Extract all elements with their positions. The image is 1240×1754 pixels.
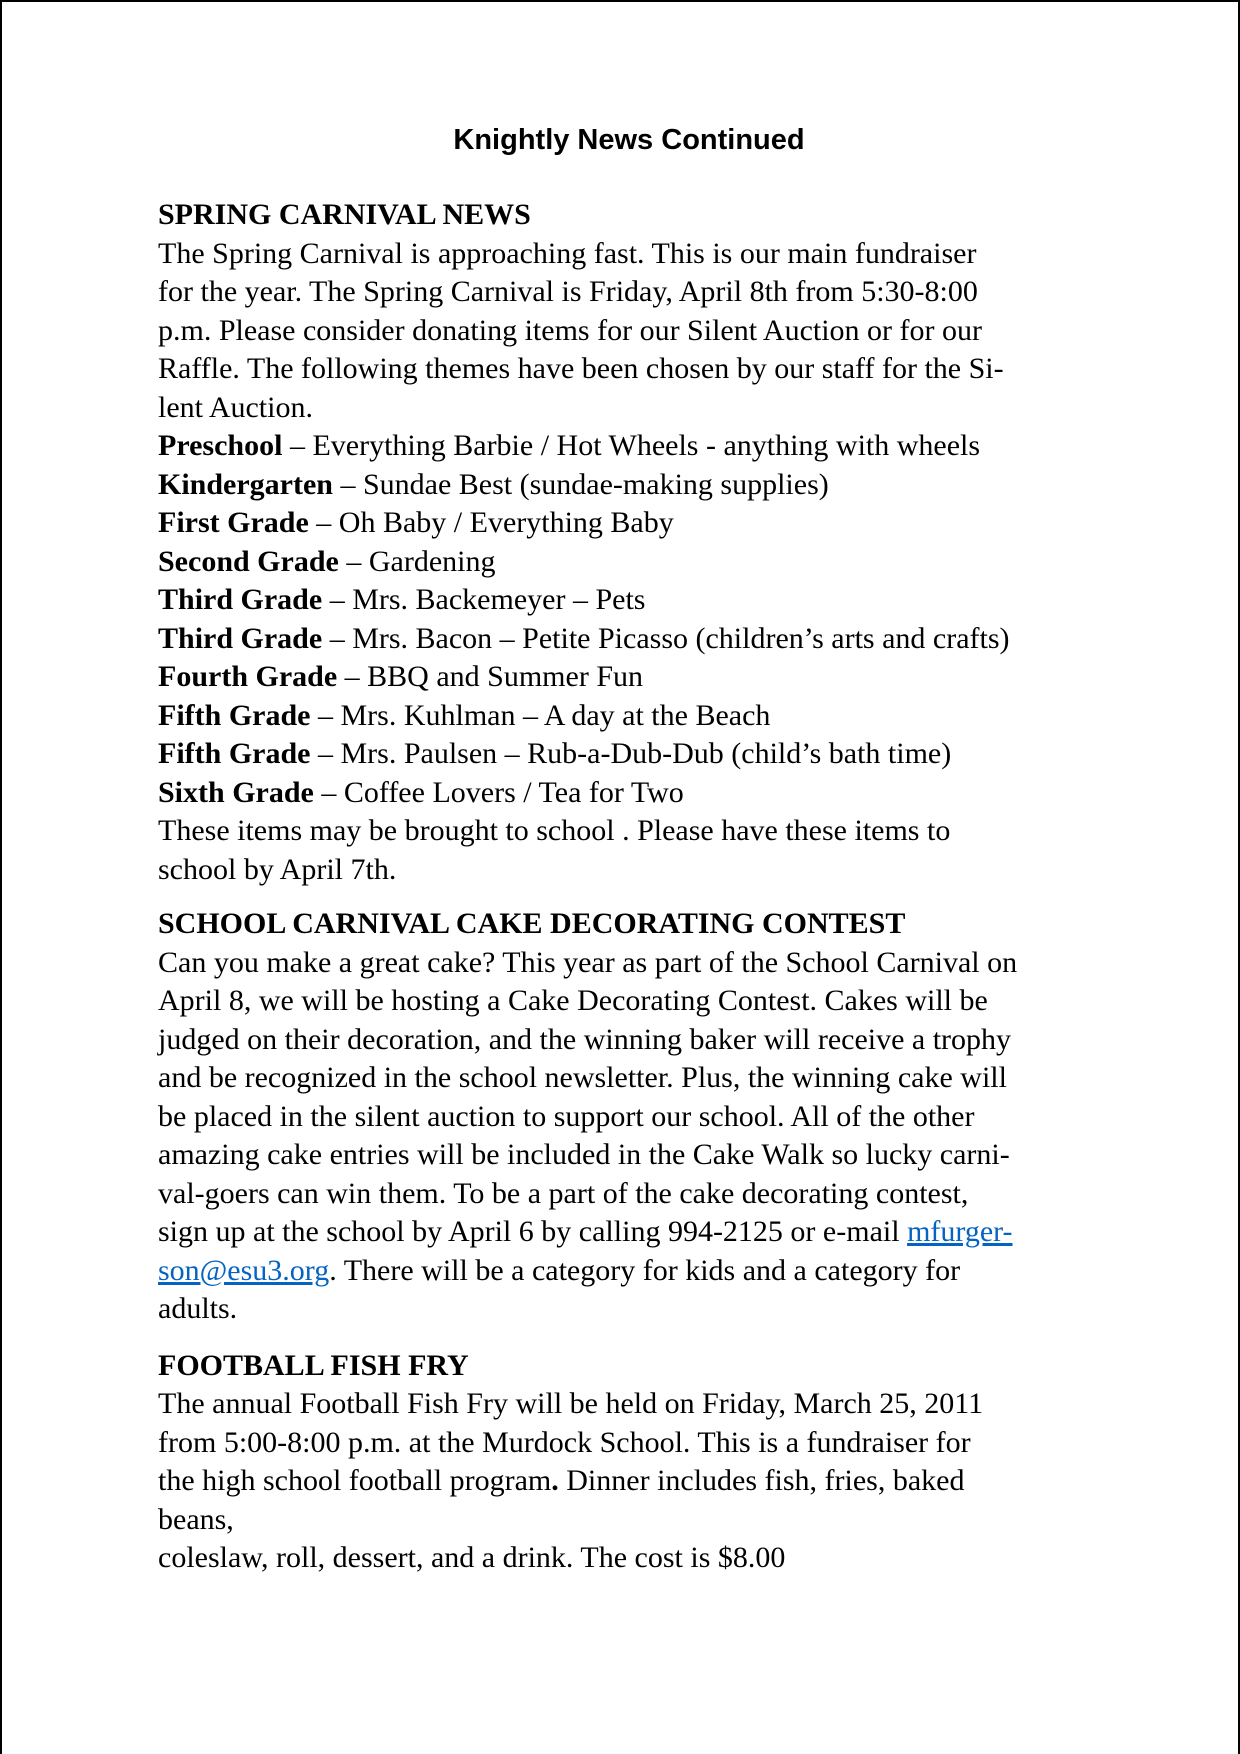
- spring-line-2: for the year. The Spring Carnival is Friday, April 8th from 5:30-8:00: [158, 275, 978, 308]
- cake-line-4: and be recognized in the school newsletter. Plus, the winning cake will: [158, 1061, 1007, 1094]
- cake-line-2: April 8, we will be hosting a Cake Decorating Contest. Cakes will be: [158, 984, 988, 1017]
- spring-line-1: The Spring Carnival is approaching fast. This is our main fundraiser: [158, 236, 977, 270]
- cake-contest-section: [158, 905, 1118, 1329]
- fish-fry-section: [158, 1347, 1118, 1578]
- theme-text: – BBQ and Summer Fun: [337, 660, 644, 693]
- fish-line-1: The annual Football Fish Fry will be held on Friday, March 25, 2011: [158, 1387, 984, 1420]
- fish-line-3: [158, 1462, 1118, 1501]
- after-email-text: . There will be a category for kids and a category for: [329, 1253, 961, 1287]
- theme-grade: Third Grade: [158, 583, 323, 616]
- theme-grade: Sixth Grade: [158, 775, 314, 809]
- theme-grade: Preschool: [158, 429, 283, 462]
- signup-text: sign up at the school by April 6 by calling 994-2125 or e-mail: [158, 1215, 908, 1248]
- theme-text: – Gardening: [338, 544, 496, 578]
- theme-text: – Everything Barbie / Hot Wheels - anything with wheels: [282, 429, 981, 462]
- theme-text: – Oh Baby / Everything Baby: [308, 506, 674, 539]
- fish-line-3-period: .: [551, 1464, 559, 1497]
- theme-grade: First Grade: [158, 506, 309, 539]
- cake-line-5: be placed in the silent auction to support our school. All of the other: [158, 1099, 975, 1133]
- spring-line-4: Raffle. The following themes have been chosen by our staff for the Si-: [158, 352, 1004, 385]
- theme-text: – Mrs. Kuhlman – A day at the Beach: [310, 698, 771, 732]
- cake-line-6: amazing cake entries will be included in the Cake Walk so lucky carni-: [158, 1138, 1010, 1171]
- email-link-part-1[interactable]: mfurger-: [907, 1215, 1013, 1248]
- cake-line-7: val-goers can win them. To be a part of the cake decorating contest,: [158, 1176, 969, 1210]
- theme-text: – Mrs. Paulsen – Rub-a-Dub-Dub (child’s bath time): [310, 737, 952, 770]
- theme-item-second-grade: [158, 543, 1118, 582]
- cake-line-3: judged on their decoration, and the winning baker will receive a trophy: [158, 1022, 1012, 1056]
- theme-grade: Third Grade: [158, 621, 323, 655]
- fish-line-5: coleslaw, roll, dessert, and a drink. The cost is $8.00: [158, 1541, 786, 1574]
- fish-line-3-text: the high school football program: [158, 1464, 552, 1497]
- theme-text: – Sundae Best (sundae-making supplies): [332, 467, 829, 501]
- theme-item-fourth-grade: [158, 658, 1118, 697]
- spring-closing-line-2: school by April 7th.: [158, 852, 397, 886]
- page-title: Knightly News Continued: [453, 124, 805, 156]
- fish-line-3-rest: Dinner includes fish, fries, baked: [558, 1464, 965, 1497]
- theme-grade: Second Grade: [158, 544, 339, 578]
- newsletter-content: [158, 196, 1118, 1578]
- cake-contest-heading: SCHOOL CARNIVAL CAKE DECORATING CONTEST: [158, 907, 906, 940]
- cake-email-line: [158, 1252, 1118, 1291]
- theme-grade: Fifth Grade: [158, 698, 311, 732]
- fish-fry-heading: FOOTBALL FISH FRY: [158, 1348, 469, 1382]
- theme-item-sixth-grade: [158, 774, 1118, 813]
- theme-grade: Fourth Grade: [158, 660, 338, 693]
- theme-item-preschool: [158, 427, 1118, 466]
- spring-closing-line-1: These items may be brought to school . Please have these items to: [158, 814, 951, 847]
- email-link-part-2[interactable]: son@esu3.org: [158, 1253, 330, 1287]
- cake-last-line: adults.: [158, 1292, 238, 1325]
- spring-line-3: p.m. Please consider donating items for our Silent Auction or for our: [158, 313, 983, 347]
- theme-item-fifth-grade-kuhlman: [158, 697, 1118, 736]
- theme-item-first-grade: [158, 504, 1118, 543]
- theme-text: – Mrs. Backemeyer – Pets: [322, 583, 646, 616]
- theme-text: – Coffee Lovers / Tea for Two: [313, 775, 684, 809]
- theme-text: – Mrs. Bacon – Petite Picasso (children’s arts and crafts): [322, 621, 1010, 655]
- theme-grade: Kindergarten: [158, 467, 333, 501]
- spring-line-5: lent Auction.: [158, 390, 313, 424]
- theme-item-kindergarten: [158, 466, 1118, 505]
- theme-item-third-grade-backemeyer: [158, 581, 1118, 620]
- cake-line-1: Can you make a great cake? This year as part of the School Carnival on: [158, 945, 1018, 979]
- cake-signup-line: [158, 1213, 1118, 1252]
- spring-carnival-section: [158, 196, 1118, 889]
- theme-grade: Fifth Grade: [158, 737, 311, 770]
- fish-line-4: beans,: [158, 1502, 234, 1536]
- theme-item-third-grade-bacon: [158, 620, 1118, 659]
- spring-carnival-heading: SPRING CARNIVAL NEWS: [158, 198, 531, 231]
- fish-line-2: from 5:00-8:00 p.m. at the Murdock School. This is a fundraiser for: [158, 1425, 971, 1459]
- theme-item-fifth-grade-paulsen: [158, 735, 1118, 774]
